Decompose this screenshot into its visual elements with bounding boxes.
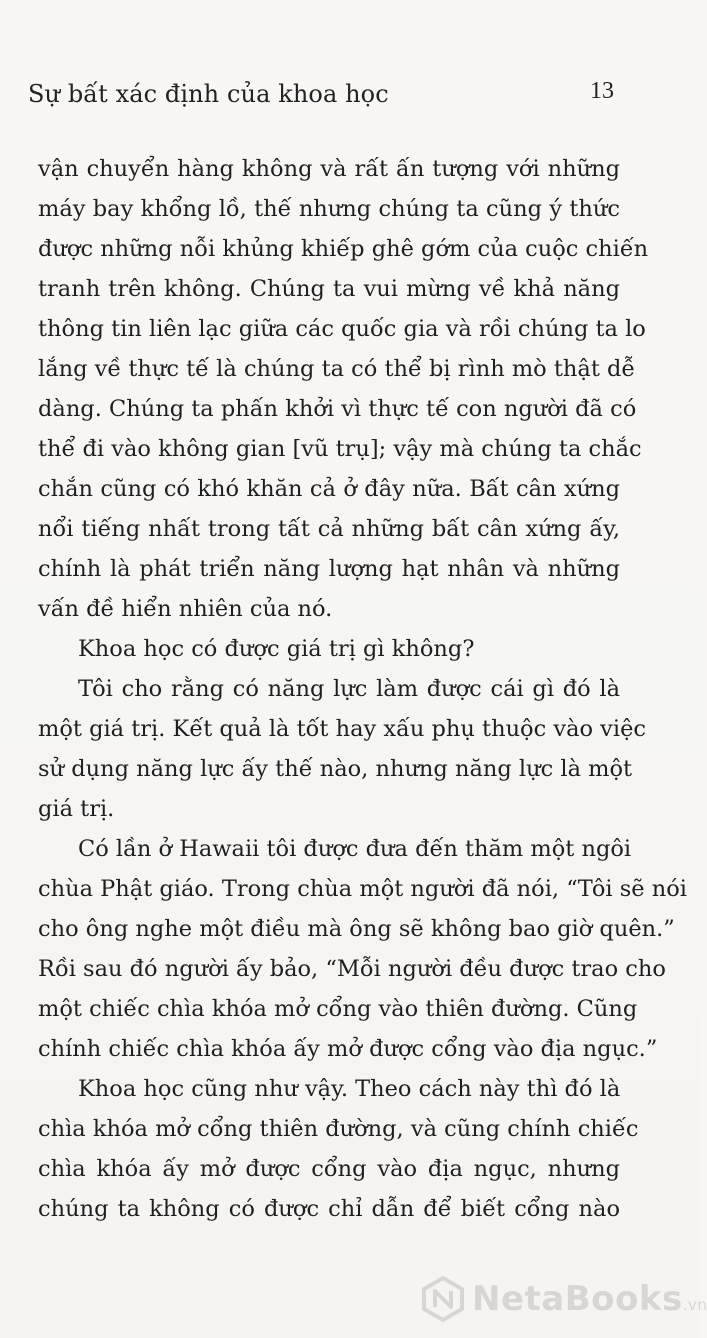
- text-line: Khoa học cũng như vậy. Theo cách này thì đó là: [78, 1076, 621, 1102]
- text-line: Tôi cho rằng có năng lực làm được cái gì đó là: [78, 676, 620, 702]
- question-line: Khoa học có được giá trị gì không?: [78, 636, 475, 662]
- text-line: sử dụng năng lực ấy thế nào, nhưng năng lực là một: [38, 756, 633, 782]
- text-line: chúng ta không có được chỉ dẫn để biết cổng nào: [38, 1196, 620, 1222]
- page-number: 13: [590, 78, 614, 104]
- netabooks-logo-icon: [420, 1276, 466, 1322]
- text-line: cho ông nghe một điều mà ông sẽ không bao giờ quên.”: [38, 916, 675, 942]
- text-line: thể đi vào không gian [vũ trụ]; vậy mà chúng ta chắc: [38, 436, 642, 462]
- text-line: giá trị.: [38, 796, 115, 822]
- text-line: chùa Phật giáo. Trong chùa một người đã nói, “Tôi sẽ nói: [38, 876, 688, 902]
- netabooks-watermark: [420, 1276, 707, 1326]
- text-line: được những nỗi khủng khiếp ghê gớm của cuộc chiến: [38, 236, 649, 262]
- text-line: vận chuyển hàng không và rất ấn tượng với những: [38, 156, 620, 182]
- text-line: chính là phát triển năng lượng hạt nhân và những: [38, 556, 620, 582]
- text-line: chìa khóa mở cổng thiên đường, và cũng chính chiếc: [38, 1116, 639, 1142]
- text-line: chính chiếc chìa khóa ấy mở được cổng vào địa ngục.”: [38, 1036, 658, 1062]
- text-line: một chiếc chìa khóa mở cổng vào thiên đường. Cũng: [38, 996, 638, 1022]
- text-line: lắng về thực tế là chúng ta có thể bị rình mò thật dễ: [38, 356, 636, 382]
- text-line: Rồi sau đó người ấy bảo, “Mỗi người đều được trao cho: [38, 956, 666, 982]
- text-line: Có lần ở Hawaii tôi được đưa đến thăm một ngôi: [78, 836, 632, 862]
- text-line: chìa khóa ấy mở được cổng vào địa ngục, nhưng: [38, 1156, 620, 1182]
- text-line: một giá trị. Kết quả là tốt hay xấu phụ thuộc vào việc: [38, 716, 647, 742]
- watermark-text: [472, 1279, 707, 1319]
- running-title: Sự bất xác định của khoa học: [28, 80, 389, 108]
- text-line: vấn đề hiển nhiên của nó.: [38, 596, 333, 622]
- text-line: tranh trên không. Chúng ta vui mừng về khả năng: [38, 276, 620, 302]
- watermark-suffix: .vn: [682, 1296, 707, 1314]
- text-line: chắn cũng có khó khăn cả ở đây nữa. Bất cân xứng: [38, 476, 620, 502]
- watermark-brand: NetaBooks: [472, 1279, 683, 1319]
- text-line: nổi tiếng nhất trong tất cả những bất cân xứng ấy,: [38, 516, 620, 542]
- text-line: máy bay khổng lồ, thế nhưng chúng ta cũng ý thức: [38, 196, 620, 222]
- text-line: thông tin liên lạc giữa các quốc gia và rồi chúng ta lo: [38, 316, 646, 342]
- text-line: dàng. Chúng ta phấn khởi vì thực tế con người đã có: [38, 396, 637, 422]
